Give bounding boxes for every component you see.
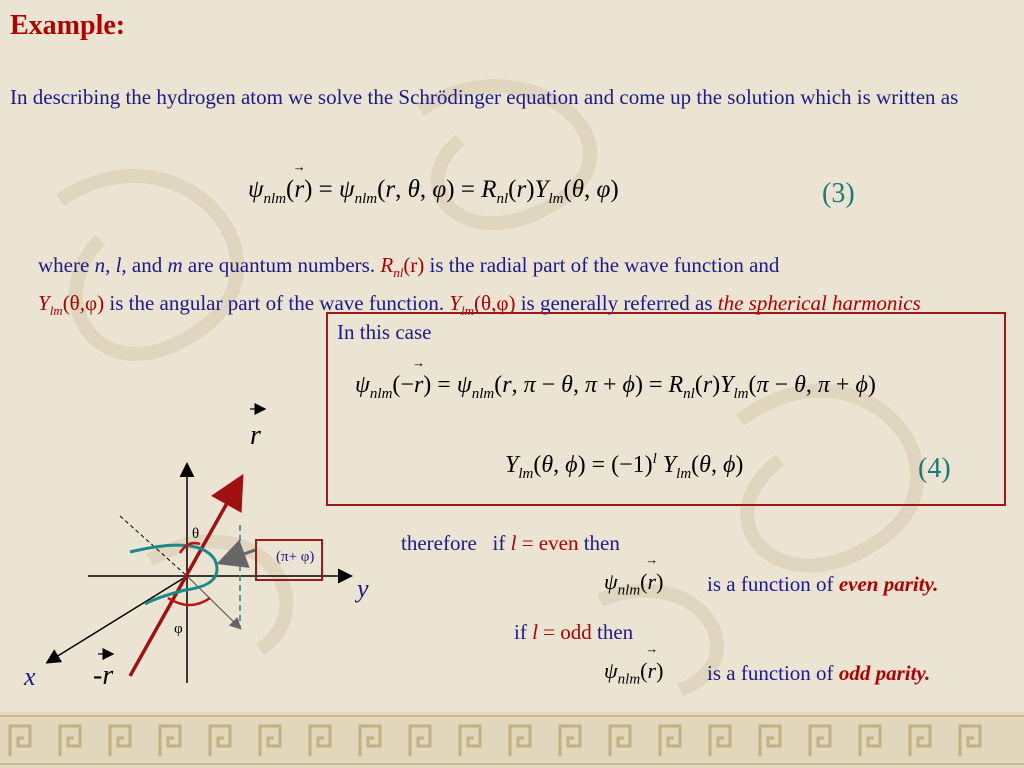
- equation-4: $Y_{lm}(\theta$, $\phi) = (-1)^l$ $Y_{lm}(\theta$, ϕ): [505, 451, 744, 482]
- neg-r-label: -r: [93, 660, 114, 691]
- psi-even: $\psi_{nlm}(\to r)$: [604, 569, 663, 599]
- parity-odd-condition: if l = odd then: [514, 620, 634, 644]
- x-label: x: [24, 662, 36, 691]
- equation-4-number: (4): [918, 453, 951, 484]
- equation-parity: $\psi_{nlm}(-\to r) = \psi_{nlm}(r$, π − θ, $\pi + \phi) = R_{nl}(r)Y_{lm}(\pi - \theta$, π + ϕ): [355, 372, 876, 403]
- parity-even-condition: therefore if l = even then: [401, 531, 620, 555]
- phi-label: φ: [174, 621, 183, 637]
- r-vector: [130, 480, 240, 676]
- pi-plus-phi-label: (π+ φ): [276, 549, 315, 565]
- x-axis: [48, 576, 187, 662]
- r-label: r: [250, 420, 261, 451]
- y-label: y: [357, 574, 369, 603]
- slide-title: Example:: [10, 10, 126, 41]
- quantum-numbers-text: where n, l, and m are quantum numbers. $R_{nl}(r)$ is the radial part of the wave function and $Y_{lm}(\theta,\varphi)$ is the angular part of the wave function. $Y_{lm}(\theta,\varphi)$ is generally referred as the spherical harmonics: [38, 253, 921, 319]
- equation-3: $\psi_{nlm}(\to r) = \psi_{nlm}(r$, θ, $\varphi) = R_{nl}(r)Y_{lm}(\theta$, φ): [248, 176, 619, 208]
- even-parity-text: is a function of even parity.: [707, 572, 939, 596]
- intro-text: In describing the hydrogen atom we solve the Schrödinger equation and come up the solution which is written as: [10, 85, 959, 109]
- psi-odd: $\psi_{nlm}(\to r)$: [604, 658, 663, 688]
- theta-label: θ: [192, 526, 200, 542]
- odd-parity-text: is a function of odd parity.: [707, 661, 931, 685]
- equation-3-number: (3): [822, 178, 855, 209]
- case-label: In this case: [337, 320, 432, 344]
